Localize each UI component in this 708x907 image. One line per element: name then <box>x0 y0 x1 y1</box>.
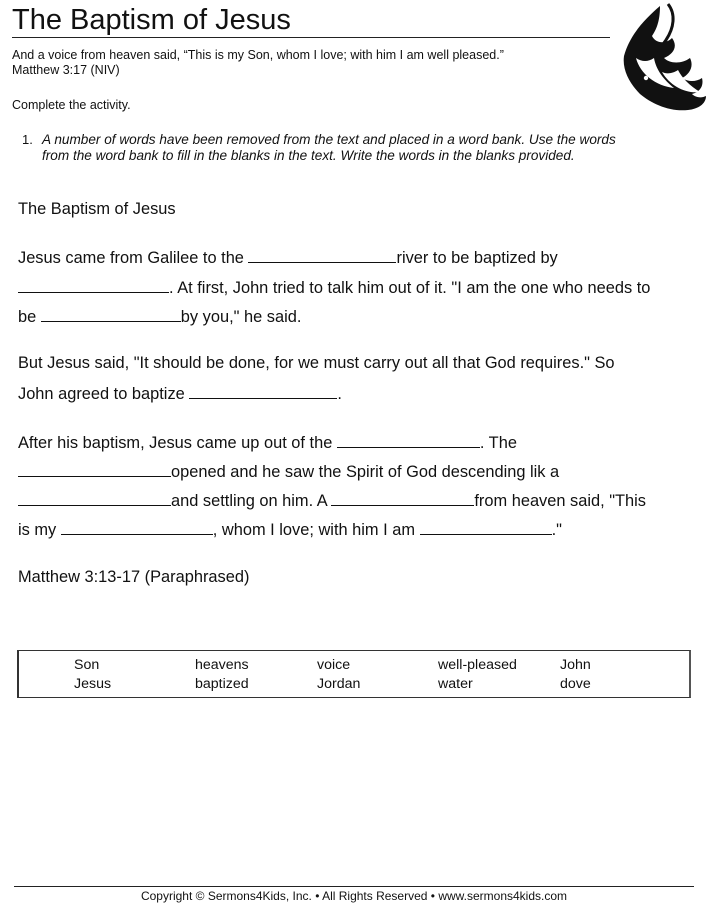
passage-line <box>18 460 559 482</box>
fill-blank[interactable] <box>337 431 480 448</box>
passage-text: ." <box>551 521 562 539</box>
fill-blank[interactable] <box>61 518 213 535</box>
passage-title: The Baptism of Jesus <box>18 200 176 218</box>
passage-text: But Jesus said, "It should be done, for we must carry out all that God requires." So <box>18 354 615 372</box>
word-bank-word: Son <box>74 657 100 673</box>
fill-blank[interactable] <box>18 276 169 293</box>
word-bank-word: Jesus <box>74 676 112 692</box>
fill-blank[interactable] <box>248 246 396 263</box>
activity-number: 1. <box>22 132 33 147</box>
passage-text: from heaven said, "This <box>474 492 646 510</box>
footer-rule <box>14 886 694 887</box>
fill-blank[interactable] <box>41 305 181 322</box>
passage-line <box>18 305 301 327</box>
word-bank-word: water <box>438 676 473 692</box>
title-rule <box>12 37 610 38</box>
passage-line <box>18 489 646 511</box>
passage-line <box>18 431 517 453</box>
footer-copyright: Copyright © Sermons4Kids, Inc. • All Rights Reserved • www.sermons4kids.com <box>140 889 568 903</box>
word-bank <box>17 650 691 698</box>
scripture-quote <box>12 48 504 78</box>
passage-line <box>18 353 615 373</box>
passage-text: . At first, John tried to talk him out of it. "I am the one who needs to <box>169 279 651 297</box>
word-bank-word: well-pleased <box>438 657 517 673</box>
passage-text: John agreed to baptize <box>18 385 190 403</box>
passage-text: , whom I love; with him I am <box>212 521 420 539</box>
fill-blank[interactable] <box>331 489 474 506</box>
quote-reference: Matthew 3:17 (NIV) <box>12 63 120 77</box>
word-bank-word: heavens <box>195 657 249 673</box>
activity-text: A number of words have been removed from the text and placed in a word bank. Use the words from the word bank to fill in the blanks in the text. Write the words in the blanks provided. <box>42 132 616 163</box>
word-bank-word: Jordan <box>317 676 361 692</box>
passage-reference: Matthew 3:13-17 (Paraphrased) <box>18 568 250 586</box>
word-bank-word: voice <box>317 657 351 673</box>
passage-line <box>18 246 558 268</box>
fill-blank[interactable] <box>189 382 337 399</box>
quote-text: And a voice from heaven said, “This is my Son, whom I love; with him I am well pleased.” <box>12 48 504 62</box>
passage-text: by you," he said. <box>180 308 302 326</box>
passage-text: opened and he saw the Spirit of God descending lik a <box>171 463 560 481</box>
passage-text: Jesus came from Galilee to the <box>18 249 249 267</box>
passage-text: river to be baptized by <box>396 249 558 267</box>
instruction: Complete the activity. <box>12 98 131 112</box>
fill-blank[interactable] <box>18 460 171 477</box>
word-bank-word: baptized <box>195 676 249 692</box>
passage-text: After his baptism, Jesus came up out of the <box>18 434 337 452</box>
dove-icon <box>616 0 708 116</box>
passage-text: and settling on him. A <box>171 492 332 510</box>
page-title: The Baptism of Jesus <box>12 4 291 36</box>
fill-blank[interactable] <box>18 489 171 506</box>
passage-text: . <box>337 385 342 403</box>
passage-line <box>18 382 342 404</box>
word-bank-word: dove <box>560 676 591 692</box>
passage-text: be <box>18 308 41 326</box>
passage-text: . The <box>479 434 517 452</box>
fill-blank[interactable] <box>420 518 552 535</box>
word-bank-word: John <box>560 657 591 673</box>
passage-text: is my <box>18 521 61 539</box>
passage-line <box>18 276 650 298</box>
passage-line <box>18 518 562 540</box>
